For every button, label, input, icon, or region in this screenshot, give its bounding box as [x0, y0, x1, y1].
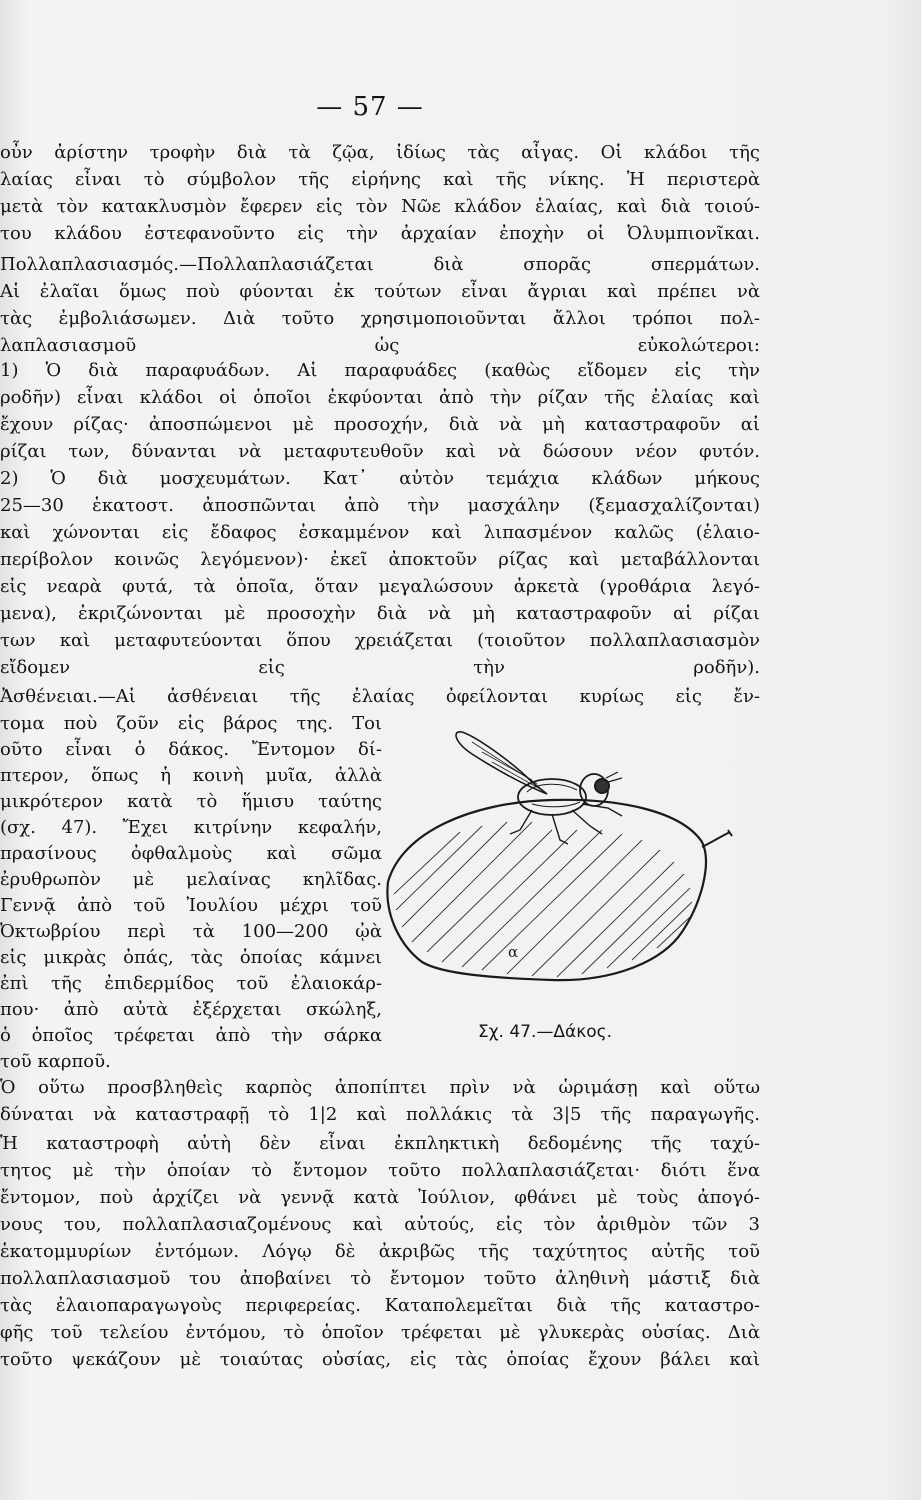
text-line: εἴδομεν εἰς τὴν ροδῆν).: [0, 657, 760, 678]
text-line: των καὶ μεταφυτεύονται ὅπου χρειάζεται (τοιοῦτον πολλαπλασιασμὸν: [0, 630, 760, 651]
text-line: Γεννᾷ ἀπὸ τοῦ Ἰουλίου μέχρι τοῦ: [0, 895, 382, 916]
text-line: φῆς τοῦ τελείου ἐντόμου, τὸ ὁποῖον τρέφεται μὲ γλυκερὰς οὐσίας. Διὰ: [0, 1322, 760, 1343]
text-line: οῦτο εἶναι ὁ δάκος. Ἔντομον δί-: [0, 739, 382, 760]
text-line: ρίζαι των, δύνανται νὰ μεταφυτευθοῦν καὶ νὰ δώσουν νέον φυτόν.: [0, 441, 760, 462]
text-line: Ὀκτωβρίου περὶ τὰ 100—200 ᾠὰ: [0, 921, 382, 942]
text-line: ἔχουν ρίζας· ἀποσπώμενοι μὲ προσοχήν, διὰ νὰ μὴ καταστραφοῦν αἱ: [0, 414, 760, 435]
text-line: Ὁ οὕτω προσβληθεὶς καρπὸς ἀποπίπτει πρὶν νὰ ὡριμάσῃ καὶ οὕτω: [0, 1077, 760, 1098]
text-line: του κλάδου ἐστεφανοῦντο εἰς τὴν ἀρχαίαν ἐποχὴν οἱ Ὀλυμπιονῖκαι.: [0, 223, 760, 244]
text-line: οὖν ἀρίστην τροφὴν διὰ τὰ ζῷα, ἰδίως τὰς αἶγας. Οἱ κλάδοι τῆς: [0, 142, 760, 163]
text-line: τὰς ἐλαιοπαραγωγοὺς περιφερείας. Καταπολεμεῖται διὰ τῆς καταστρο-: [0, 1295, 760, 1316]
text-line: Ἡ καταστροφὴ αὐτὴ δὲν εἶναι ἐκπληκτικὴ δεδομένης τῆς ταχύ-: [0, 1133, 760, 1154]
text-line: περίβολον κοινῶς λεγόμενον)· ἐκεῖ ἀποκτοῦν ρίζας καὶ μεταβάλλονται: [0, 549, 760, 570]
text-line: νους του, πολλαπλασιαζομένους καὶ αὐτούς, εἰς τὸν ἀριθμὸν τῶν 3: [0, 1214, 760, 1235]
text-line: καὶ χώνονται εἰς ἔδαφος ἐσκαμμένον καὶ λιπασμένον καλῶς (ἐλαιο-: [0, 522, 760, 543]
text-line: εἰς νεαρὰ φυτά, τὰ ὁποῖα, ὅταν μεγαλώσουν ἀρκετὰ (γροθάρια λεγό-: [0, 576, 760, 597]
text-line: μετὰ τὸν κατακλυσμὸν ἔφερεν εἰς τὸν Νῶε κλάδον ἐλαίας, καὶ διὰ τοιού-: [0, 196, 760, 217]
subheading-suckers: 1) Ὁ διὰ παραφυάδων. Αἱ παραφυάδες (καθὼς εἴδομεν εἰς τὴν: [0, 360, 760, 381]
text-line: τομα ποὺ ζοῦν εἰς βάρος της. Τοι: [0, 713, 382, 734]
text-line: ἑκατομμυρίων ἐντόμων. Λόγῳ δὲ ἀκριβῶς τῆς ταχύτητος αὐτῆς τοῦ: [0, 1241, 760, 1262]
text-line: πολλαπλασιασμοῦ του ἀποβαίνει τὸ ἔντομον τοῦτο ἀληθινὴ μάστιξ διὰ: [0, 1268, 760, 1289]
text-line: τητος μὲ τὴν ὁποίαν τὸ ἔντομον τοῦτο πολλαπλασιάζεται· διότι ἕνα: [0, 1160, 760, 1181]
text-line: πτερον, ὅπως ἡ κοινὴ μυῖα, ἀλλὰ: [0, 765, 382, 786]
text-line: Αἱ ἐλαῖαι ὅμως ποὺ φύονται ἐκ τούτων εἶναι ἄγριαι καὶ πρέπει νὰ: [0, 281, 760, 302]
text-line: λαπλασιασμοῦ ὡς εὐκολώτεροι:: [0, 335, 760, 356]
figure-caption: Σχ. 47.—Δάκος.: [478, 1022, 613, 1042]
text-line: λαίας εἶναι τὸ σύμβολον τῆς εἰρήνης καὶ τῆς νίκης. Ἡ περιστερὰ: [0, 169, 760, 190]
text-line: δύναται νὰ καταστραφῇ τὸ 1|2 καὶ πολλάκις τὰ 3|5 τῆς παραγωγῆς.: [0, 1104, 760, 1125]
section-heading-diseases: Ἀσθένειαι.—Αἱ ἀσθένειαι τῆς ἐλαίας ὀφείλονται κυρίως εἰς ἔν-: [0, 686, 760, 707]
text-line: ροδῆν) εἶναι κλάδοι οἱ ὁποῖοι ἐκφύονται ἀπὸ τὴν ρίζαν τῆς ἐλαίας καὶ: [0, 387, 760, 408]
text-line: 25—30 ἑκατοστ. ἀποσπῶνται ἀπὸ τὴν μασχάλην (ξεμασχαλίζονται): [0, 495, 760, 516]
text-line: εἰς μικρὰς ὀπάς, τὰς ὁποίας κάμνει: [0, 947, 382, 968]
text-line: ὁ ὁποῖος τρέφεται ἀπὸ τὴν σάρκα: [0, 1025, 382, 1046]
text-line: ἔντομον, ποὺ ἀρχίζει νὰ γεννᾷ κατὰ Ἰούλιον, φθάνει μὲ τοὺς ἀπογό-: [0, 1187, 760, 1208]
text-line: που· ἀπὸ αὐτὰ ἐξέρχεται σκώληξ,: [0, 999, 382, 1020]
text-line: τοῦτο ψεκάζουν μὲ τοιαύτας οὐσίας, εἰς τὰς ὁποίας ἔχουν βάλει καὶ: [0, 1349, 760, 1370]
figure-label: α: [508, 943, 519, 961]
text-line: (σχ. 47). Ἔχει κιτρίνην κεφαλήν,: [0, 817, 382, 838]
olive-fly-illustration: [382, 712, 762, 1022]
subheading-cuttings: 2) Ὁ διὰ μοσχευμάτων. Κατ᾽ αὐτὸν τεμάχια κλάδων μήκους: [0, 468, 760, 489]
text-line: μικρότερον κατὰ τὸ ἥμισυ ταύτης: [0, 791, 382, 812]
text-line: μενα), ἐκριζώνονται μὲ προσοχὴν διὰ νὰ μὴ καταστραφοῦν αἱ ρίζαι: [0, 603, 760, 624]
text-line: τὰς ἐμβολιάσωμεν. Διὰ τοῦτο χρησιμοποιοῦνται ἄλλοι τρόποι πολ-: [0, 308, 760, 329]
page-number: — 57 —: [316, 92, 424, 122]
text-line: ἐπὶ τῆς ἐπιδερμίδος τοῦ ἐλαιοκάρ-: [0, 973, 382, 994]
text-line: τοῦ καρποῦ.: [0, 1051, 111, 1072]
text-line: ἐρυθρωπὸν μὲ μελαίνας κηλῖδας.: [0, 869, 382, 890]
text-line: πρασίνους ὀφθαλμοὺς καὶ σῶμα: [0, 843, 382, 864]
section-heading-multiplication: Πολλαπλασιασμός.—Πολλαπλασιάζεται διὰ σπορᾶς σπερμάτων.: [0, 254, 760, 275]
